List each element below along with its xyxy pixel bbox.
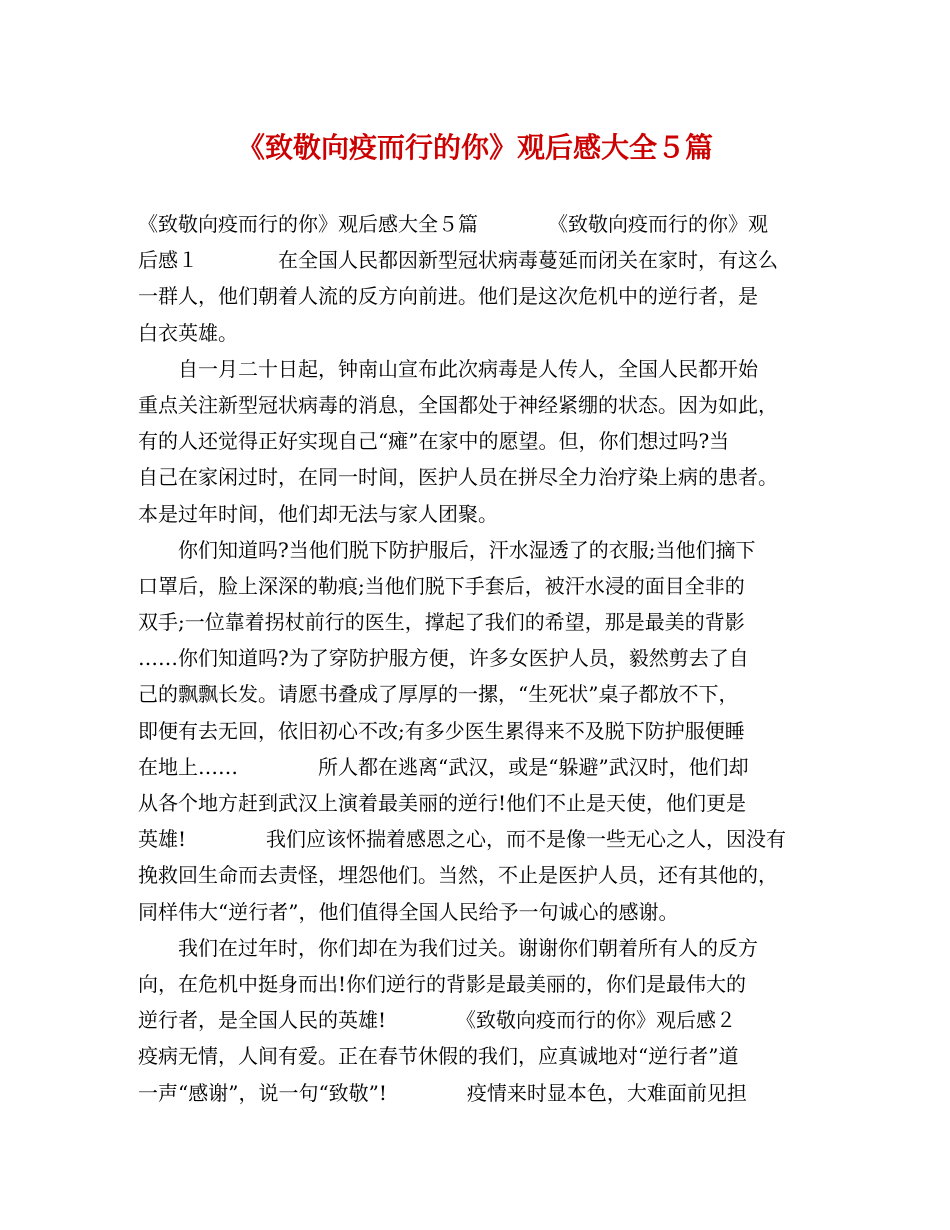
- text-line: 我们在过年时，你们却在为我们过关。谢谢你们朝着所有人的反方: [138, 935, 758, 960]
- text-line: 双手;一位靠着拐杖前行的医生，撑起了我们的希望，那是最美的背影: [138, 610, 745, 635]
- text-line: 己的飘飘长发。请愿书叠成了厚厚的一摞，“生死状”桌子都放不下，: [138, 682, 739, 707]
- text-line: 《致敬向疫而行的你》观后感大全５篇 《致敬向疫而行的你》观: [138, 212, 768, 236]
- text-line: 从各个地方赶到武汉上演着最美丽的逆行!他们不止是天使，他们更是: [138, 791, 747, 815]
- text-line: 在地上…… 所人都在逃离“武汉，或是“躲避”武汉时，他们却: [138, 754, 749, 779]
- text-line: 同样伟大“逆行者”，他们值得全国人民给予一句诚心的感谢。: [138, 899, 679, 924]
- text-line: ……你们知道吗?为了穿防护服方便，许多女医护人员，毅然剪去了自: [138, 646, 749, 671]
- text-line: 白衣英雄。: [138, 320, 238, 345]
- document-body: [138, 206, 824, 1111]
- text-line: 自己在家闲过时，在同一时间，医护人员在拼尽全力治疗染上病的患者。: [138, 465, 778, 490]
- text-line: 一群人，他们朝着人流的反方向前进。他们是这次危机中的逆行者，是: [138, 284, 758, 309]
- text-line: 挽救回生命而去责怪，埋怨他们。当然，不止是医护人员，还有其他的，: [138, 863, 778, 888]
- text-line: 后感１ 在全国人民都因新型冠状病毒蔓延而闭关在家时，有这么: [138, 248, 778, 273]
- text-line: 口罩后，脸上深深的勒痕;当他们脱下手套后，被汗水浸的面目全非的: [138, 573, 745, 598]
- text-line: 向，在危机中挺身而出!你们逆行的背影是最美丽的，你们是最伟大的: [138, 971, 747, 996]
- text-line: 重点关注新型冠状病毒的消息，全国都处于神经紧绷的状态。因为如此，: [138, 392, 778, 417]
- text-line: 一声“感谢”，说一句“致敬”! 疫情来时显本色，大难面前见担: [138, 1080, 747, 1105]
- text-line: 本是过年时间，他们却无法与家人团聚。: [138, 501, 498, 526]
- text-line: 英雄! 我们应该怀揣着感恩之心，而不是像一些无心之人，因没有: [138, 827, 787, 852]
- text-line: 你们知道吗?当他们脱下防护服后，汗水湿透了的衣服;当他们摘下: [138, 537, 756, 562]
- text-line: 即便有去无回，依旧初心不改;有多少医生累得来不及脱下防护服便睡: [138, 718, 745, 743]
- text-line: 逆行者，是全国人民的英雄! 《致敬向疫而行的你》观后感２: [138, 1008, 737, 1033]
- text-line: 疫病无情，人间有爱。正在春节休假的我们，应真诚地对“逆行者”道: [138, 1044, 739, 1069]
- document-title: 《致敬向疫而行的你》观后感大全５篇: [236, 131, 713, 164]
- text-line: 有的人还觉得正好实现自己“瘫”在家中的愿望。但，你们想过吗?当: [138, 429, 730, 454]
- text-line: 自一月二十日起，钟南山宣布此次病毒是人传人，全国人民都开始: [138, 356, 758, 381]
